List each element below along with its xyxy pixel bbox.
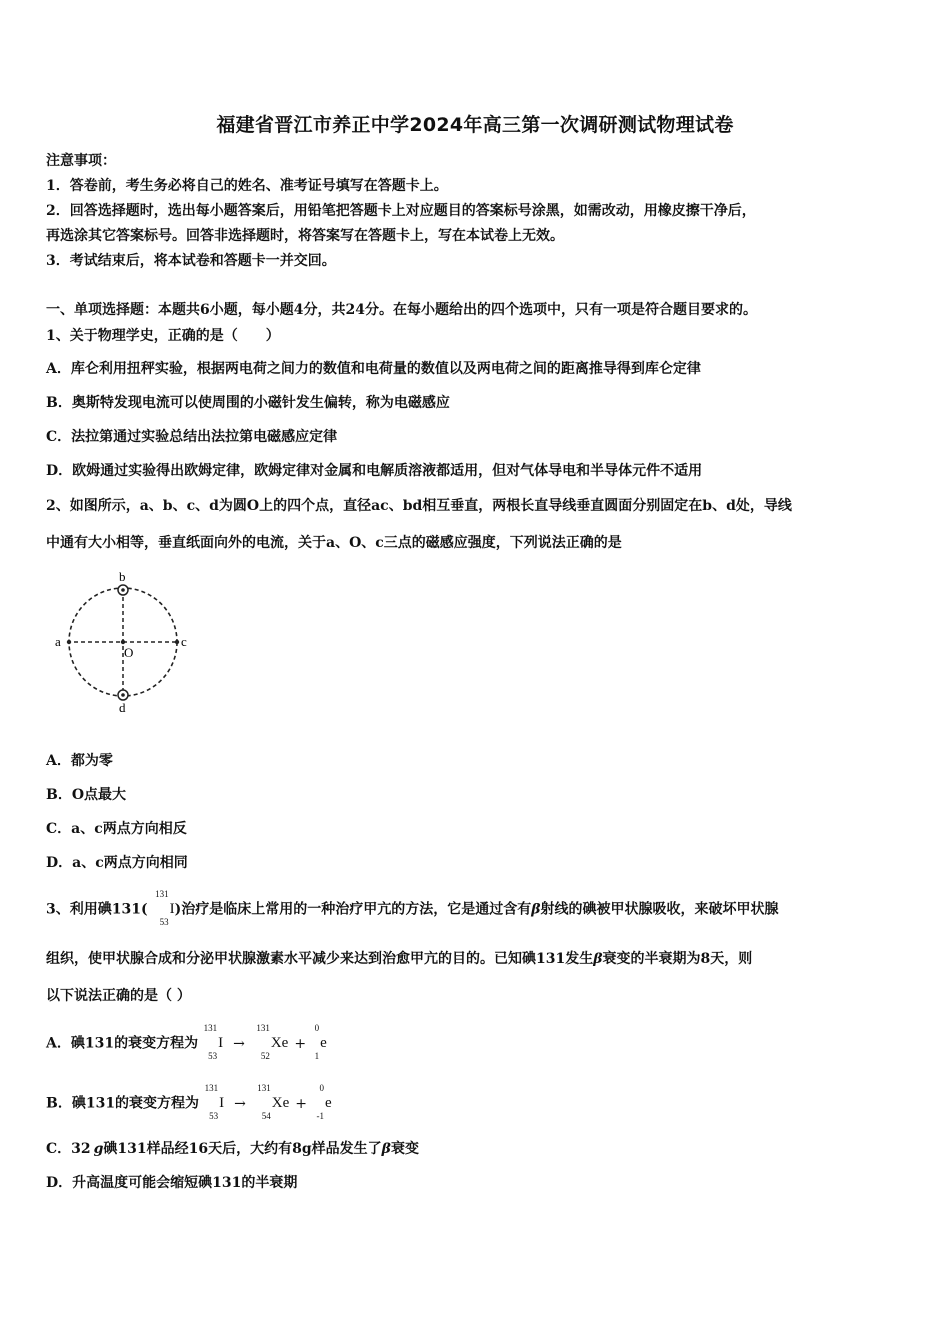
q3-option-d: D．升高温度可能会缩短碘131的半衰期 [46, 1175, 298, 1191]
q1-option-c: C．法拉第通过实验总结出法拉第电磁感应定律 [46, 429, 338, 445]
nuclide-i131: 131 53 I [204, 1083, 225, 1121]
q3-stem-line3: 以下说法正确的是（ ） [46, 988, 191, 1004]
label-o: O [124, 645, 134, 660]
q2-option-c: C．a、c两点方向相反 [46, 821, 187, 837]
section-heading: 一、单项选择题：本题共6小题，每小题4分，共24分。在每小题给出的四个选项中，只有一项是符合题目要求的。 [46, 302, 757, 318]
q3-option-b: B．碘131的衰变方程为 131 53 I → 131 54 Xe + 0 -1 e [46, 1083, 332, 1121]
point-o [121, 640, 125, 644]
q2-stem-line1: 2、如图所示，a、b、c、d为圆O上的四个点，直径ac、bd相互垂直，两根长直导线垂直圆面分别固定在b、d处，导线 [46, 498, 792, 514]
arrow-icon: → [233, 1035, 245, 1052]
notice-item-3: 3．考试结束后，将本试卷和答题卡一并交回。 [46, 253, 336, 269]
q2-option-a: A．都为零 [46, 753, 113, 769]
point-c [175, 640, 179, 644]
notice-heading: 注意事项： [46, 153, 116, 169]
q2-option-d: D．a、c两点方向相同 [46, 855, 188, 871]
q1-stem: 1、关于物理学史，正确的是（ ） [46, 328, 280, 344]
q3-option-c: C．32 g碘131样品经16天后，大约有8g样品发生了β衰变 [46, 1141, 419, 1157]
q2-circle-figure [50, 568, 200, 718]
q3-stem-line2: 组织，使甲状腺合成和分泌甲状腺激素水平减少来达到治愈甲亢的目的。已知碘131发生β衰变的半衰期为8天，则 [46, 951, 753, 967]
label-d: d [119, 700, 126, 715]
particle-e: 0 -1 e [316, 1083, 332, 1121]
nuclide-xe131: 131 54 Xe [257, 1083, 290, 1121]
notice-item-2-cont: 再选涂其它答案标号。回答非选择题时，将答案写在答题卡上，写在本试卷上无效。 [46, 228, 564, 244]
q1-option-a: A．库仑利用扭秤实验，根据两电荷之间力的数值和电荷量的数值以及两电荷之间的距离推导得到库仑定律 [46, 361, 701, 377]
q1-option-d: D．欧姆通过实验得出欧姆定律，欧姆定律对金属和电解质溶液都适用，但对气体导电和半导体元件不适用 [46, 463, 703, 479]
q3-option-a: A．碘131的衰变方程为 131 53 I → 131 52 Xe + 0 1 e [46, 1023, 327, 1061]
iodine-nuclide: 131 53 I [155, 889, 175, 927]
label-b: b [119, 569, 126, 584]
arrow-icon: → [234, 1095, 246, 1112]
wire-d-icon [118, 690, 128, 700]
label-a: a [55, 634, 61, 649]
q3-stem-line1: 3、利用碘131( 131 53 I)治疗是临床上常用的一种治疗甲亢的方法，它是通过含有β射线的碘被甲状腺吸收，来破坏甲状腺 [46, 889, 779, 927]
q2-option-b: B．O点最大 [46, 787, 127, 803]
notice-item-2: 2．回答选择题时，选出每小题答案后，用铅笔把答题卡上对应题目的答案标号涂黑，如需改动，用橡皮擦干净后， [46, 203, 756, 219]
page-title: 福建省晋江市养正中学2024年高三第一次调研测试物理试卷 [216, 114, 734, 136]
q1-option-b: B．奥斯特发现电流可以使周围的小磁针发生偏转，称为电磁感应 [46, 395, 450, 411]
particle-e: 0 1 e [314, 1023, 327, 1061]
point-a [67, 640, 71, 644]
nuclide-i131: 131 53 I [203, 1023, 224, 1061]
wire-b-icon [118, 585, 128, 595]
q2-stem-line2: 中通有大小相等，垂直纸面向外的电流，关于a、O、c三点的磁感应强度，下列说法正确的是 [46, 535, 622, 551]
label-c: c [181, 634, 187, 649]
notice-item-1: 1．答卷前，考生务必将自己的姓名、准考证号填写在答题卡上。 [46, 178, 448, 194]
nuclide-xe131: 131 52 Xe [256, 1023, 289, 1061]
